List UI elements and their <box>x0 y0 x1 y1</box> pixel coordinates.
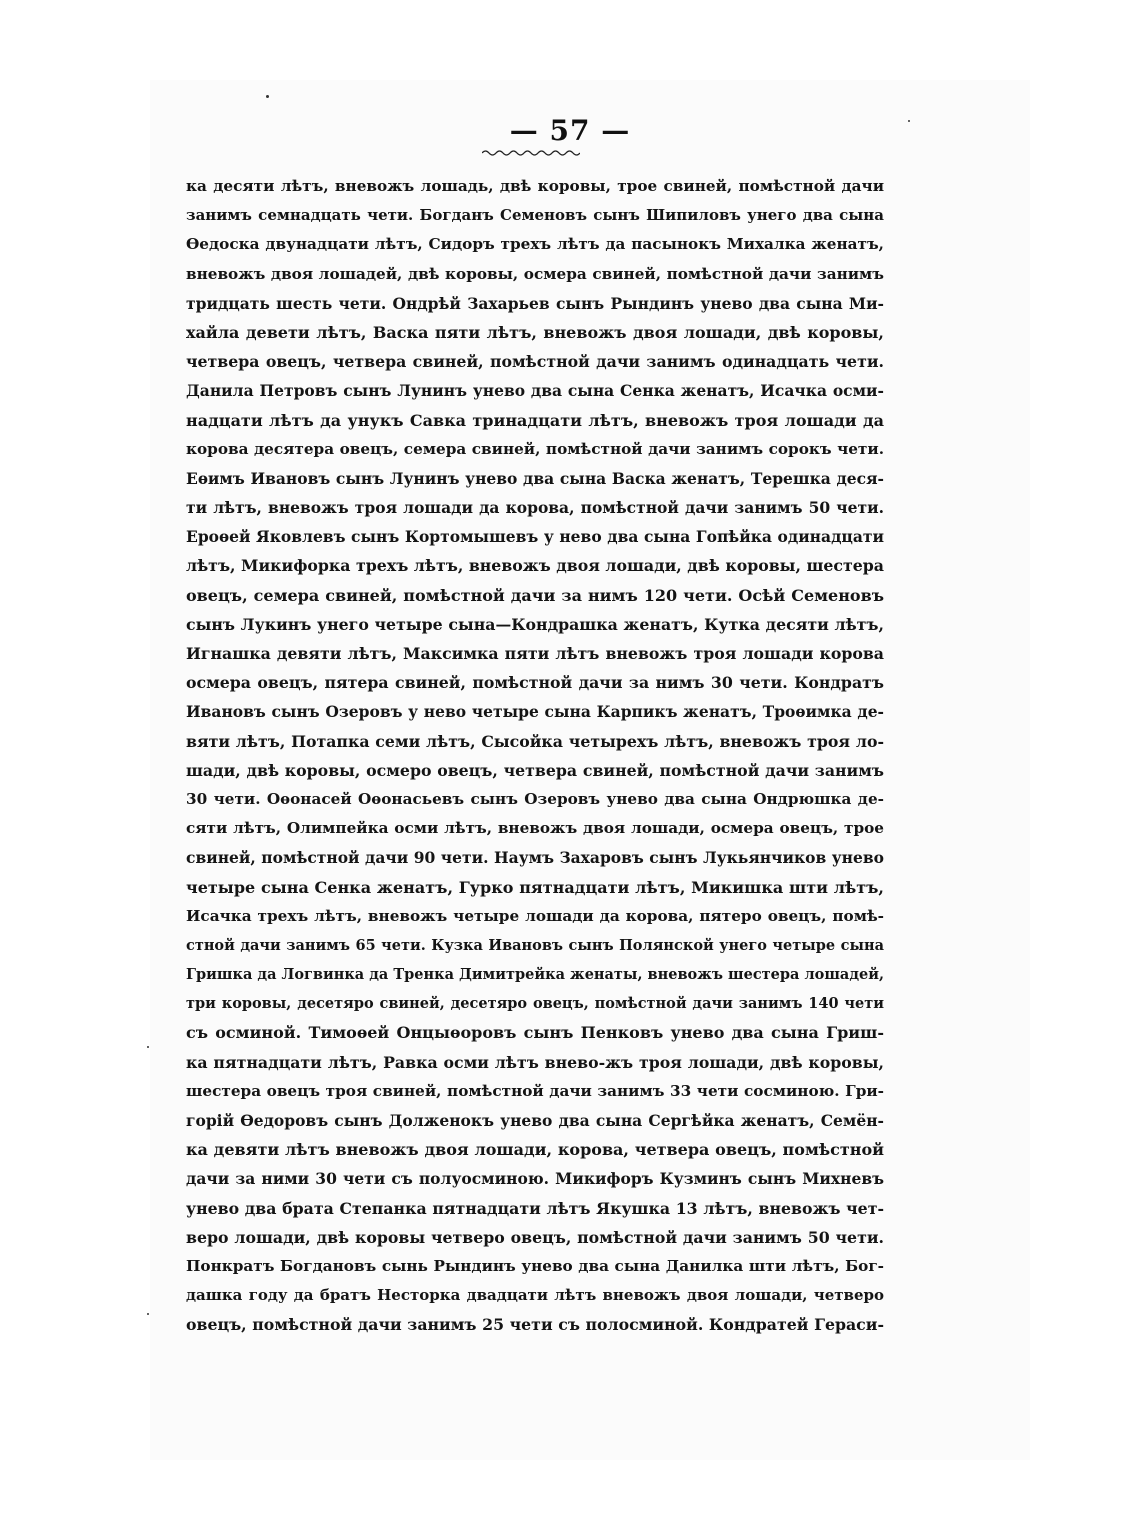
text-line: ка девяти лѣтъ вневожъ двоя лошади, корова, четвера овецъ, помѣстной <box>186 1140 884 1160</box>
text-line: горій Ѳедоровъ сынъ Долженокъ унево два сына Сергѣйка женатъ, Семён- <box>186 1111 884 1130</box>
text-line: свиней, помѣстной дачи 90 чети. Наумъ Захаровъ сынъ Лукьянчиков унево <box>186 848 884 868</box>
text-line: шади, двѣ коровы, осмеро овецъ, четвера свиней, помѣстной дачи занимъ <box>186 760 884 780</box>
text-line: унево два брата Степанка пятнадцати лѣтъ Якушка 13 лѣтъ, вневожъ чет- <box>186 1198 884 1218</box>
text-line: осмера овецъ, пятера свиней, помѣстной дачи за нимъ 30 чети. Кондратъ <box>186 673 884 693</box>
text-line: ка пятнадцати лѣтъ, Равка осми лѣтъ внево-жъ троя лошади, двѣ коровы, <box>186 1052 884 1072</box>
text-line: Игнашка девяти лѣтъ, Максимка пяти лѣтъ вневожъ троя лошади корова <box>186 644 884 663</box>
body-text <box>186 172 884 1340</box>
text-line: Ивановъ сынъ Озеровъ у нево четыре сына Карпикъ женатъ, Троѳимка де- <box>186 702 884 722</box>
text-line: корова десятера овецъ, семера свиней, помѣстной дачи занимъ сорокъ чети. <box>186 439 884 458</box>
text-line: шестера овецъ троя свиней, помѣстной дачи занимъ 33 чети сосминою. Гри- <box>186 1081 884 1100</box>
text-line: ка десяти лѣтъ, вневожъ лошадь, двѣ коровы, трое свиней, помѣстной дачи <box>186 177 884 195</box>
text-line: сяти лѣтъ, Олимпейка осми лѣтъ, вневожъ двоя лошади, осмера овецъ, трое <box>186 819 884 838</box>
scan-speck <box>908 120 910 122</box>
text-line: четвера овецъ, четвера свиней, помѣстной дачи занимъ одинадцать чети. <box>186 352 884 372</box>
page-number: — 57 — <box>509 114 631 147</box>
text-line: дачи за ними 30 чети съ полуосминою. Микифоръ Кузминъ сынъ Михневъ <box>186 1169 884 1189</box>
text-line: веро лошади, двѣ коровы четверо овецъ, помѣстной дачи занимъ 50 чети. <box>186 1227 884 1247</box>
wavy-underline-icon <box>482 148 580 158</box>
scan-speck <box>147 1046 149 1048</box>
text-line: Исачка трехъ лѣтъ, вневожъ четыре лошади да корова, пятеро овецъ, помѣ- <box>186 906 884 925</box>
text-line: три коровы, десетяро свиней, десетяро овецъ, помѣстной дачи занимъ 140 чети <box>186 995 884 1013</box>
text-line: съ осминой. Тимоѳей Онцыѳоровъ сынъ Пенковъ унево два сына Гриш- <box>186 1023 884 1043</box>
text-line: дашка году да братъ Несторка двадцати лѣтъ вневожъ двоя лошади, четверо <box>186 1286 884 1305</box>
text-line: вневожъ двоя лошадей, двѣ коровы, осмера свиней, помѣстной дачи занимъ <box>186 264 884 283</box>
text-line: надцати лѣтъ да унукъ Савка тринадцати лѣтъ, вневожъ троя лошади да <box>186 410 884 430</box>
text-line: лѣтъ, Микифорка трехъ лѣтъ, вневожъ двоя лошади, двѣ коровы, шестера <box>186 556 884 576</box>
scan-speck <box>266 95 269 98</box>
text-line: сынъ Лукинъ унего четыре сына—Кондрашка женатъ, Кутка десяти лѣтъ, <box>186 614 884 634</box>
text-line: Понкратъ Богдановъ сынь Рындинъ унево два сына Данилка шти лѣтъ, Бог- <box>186 1256 884 1275</box>
text-line: овецъ, помѣстной дачи занимъ 25 чети съ полосминой. Кондратей Гераси- <box>186 1315 884 1335</box>
text-line: четыре сына Сенка женатъ, Гурко пятнадцати лѣтъ, Микишка шти лѣтъ, <box>186 877 884 897</box>
text-line: Гришка да Логвинка да Тренка Димитрейка женаты, вневожъ шестера лошадей, <box>186 966 884 984</box>
text-line: ти лѣтъ, вневожъ троя лошади да корова, помѣстной дачи занимъ 50 чети. <box>186 498 884 518</box>
text-line: стной дачи занимъ 65 чети. Кузка Ивановъ сынъ Полянской унего четыре сына <box>186 936 884 954</box>
text-line: Еѳимъ Ивановъ сынъ Лунинъ унево два сына Васка женатъ, Терешка деся- <box>186 468 884 488</box>
text-line: Ероѳей Яковлевъ сынъ Кортомышевъ у нево два сына Гопѣйка одинадцати <box>186 527 884 547</box>
text-line: тридцать шесть чети. Ондрѣй Захарьев сынъ Рындинъ унево два сына Ми- <box>186 293 884 313</box>
text-line: вяти лѣтъ, Потапка семи лѣтъ, Сысойка четырехъ лѣтъ, вневожъ троя ло- <box>186 731 884 751</box>
text-line: овецъ, семера свиней, помѣстной дачи за нимъ 120 чети. Осѣй Семеновъ <box>186 585 884 605</box>
text-line: хайла девети лѣтъ, Васка пяти лѣтъ, вневожъ двоя лошади, двѣ коровы, <box>186 322 884 342</box>
text-line: Данила Петровъ сынъ Лунинъ унево два сына Сенка женатъ, Исачка осми- <box>186 381 884 401</box>
scan-speck <box>147 1313 149 1315</box>
text-line: 30 чети. Оѳонасей Оѳонасьевъ сынъ Озеровъ унево два сына Ондрюшка де- <box>186 789 884 808</box>
text-line: Ѳедоска двунадцати лѣтъ, Сидоръ трехъ лѣтъ да пасынокъ Михалка женатъ, <box>186 235 884 254</box>
text-line: занимъ семнадцать чети. Богданъ Семеновъ сынъ Шипиловъ унего два сына <box>186 206 884 225</box>
